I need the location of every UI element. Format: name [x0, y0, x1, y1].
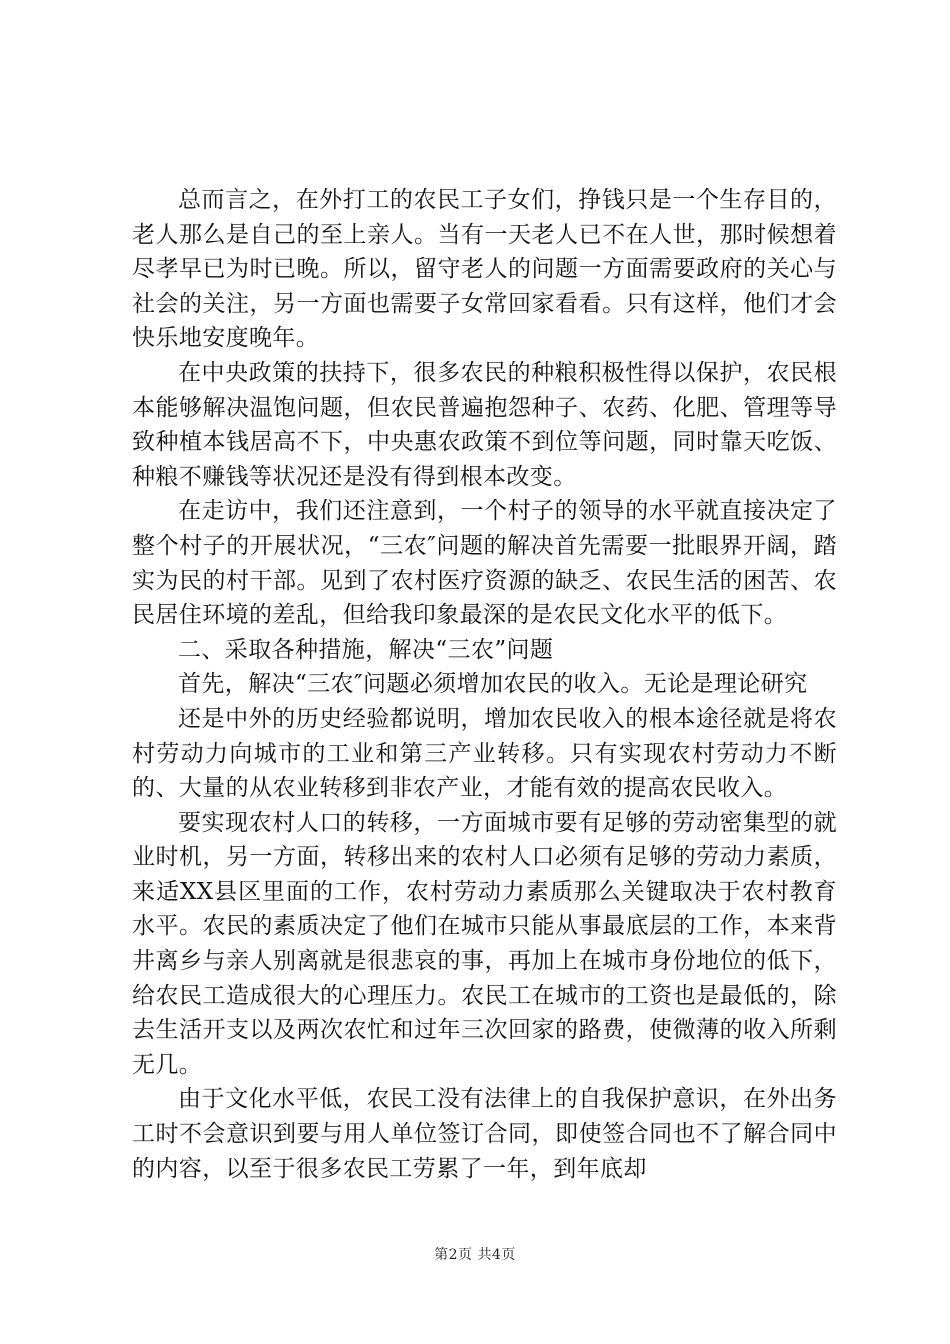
document-body	[132, 183, 837, 1186]
paragraph-village-leaders: 在走访中，我们还注意到，一个村子的领导的水平就直接决定了整个村子的开展状况，“三农″问题的解决首先需要一批眼界开阔，踏实为民的村干部。见到了农村医疗资源的缺乏、农民生活的困苦、农民居住环境的差乱，但给我印象最深的是农民文化水平的低下。	[132, 498, 837, 629]
paragraph-policy-support: 在中央政策的扶持下，很多农民的种粮积极性得以保护，农民根本能够解决温饱问题，但农民普遍抱怨种子、农药、化肥、管理等导致种植本钱居高不下，中央惠农政策不到位等问题，同时靠天吃饭、种粮不赚钱等状况还是没有得到根本改变。	[132, 359, 837, 490]
section-heading: 二、采取各种措施，解决“三农”问题	[178, 636, 554, 663]
paragraph-summary: 总而言之，在外打工的农民工子女们，挣钱只是一个生存目的，老人那么是自己的至上亲人。当有一天老人已不在人世，那时候想着尽孝早已为时已晚。所以，留守老人的问题一方面需要政府的关心与社会的关注，另一方面也需要子女常回家看看。只有这样，他们才会快乐地安度晚年。	[132, 187, 837, 352]
paragraph-legal-awareness: 由于文化水平低，农民工没有法律上的自我保护意识，在外出务工时不会意识到要与用人单位签订合同，即使签合同也不了解合同中的内容，以至于很多农民工劳累了一年，到年底却	[132, 1086, 837, 1182]
paragraph-population-transfer: 要实现农村人口的转移，一方面城市要有足够的劳动密集型的就业时机，另一方面，转移出来的农村人口必须有足够的劳动力素质，来适XX县区里面的工作，农村劳动力素质那么关键取决于农村教育水平。农民的素质决定了他们在城市只能从事最底层的工作，本来背井离乡与亲人别离就是很悲哀的事，再加上在城市身份地位的低下，给农民工造成很大的心理压力。农民工在城市的工资也是最低的，除去生活开支以及两次农忙和过年三次回家的路费，使微薄的收入所剩无几。	[132, 809, 837, 1078]
page-footer: 第2页 共4页	[434, 1247, 516, 1263]
paragraph-labor-transfer: 还是中外的历史经验都说明，增加农民收入的根本途径就是将农村劳动力向城市的工业和第三产业转移。只有实现农村劳动力不断的、大量的从农业转移到非农产业，才能有效的提高农民收入。	[132, 705, 837, 802]
paragraph-increase-income: 首先，解决“三农″问题必须增加农民的收入。无论是理论研究	[178, 671, 808, 698]
